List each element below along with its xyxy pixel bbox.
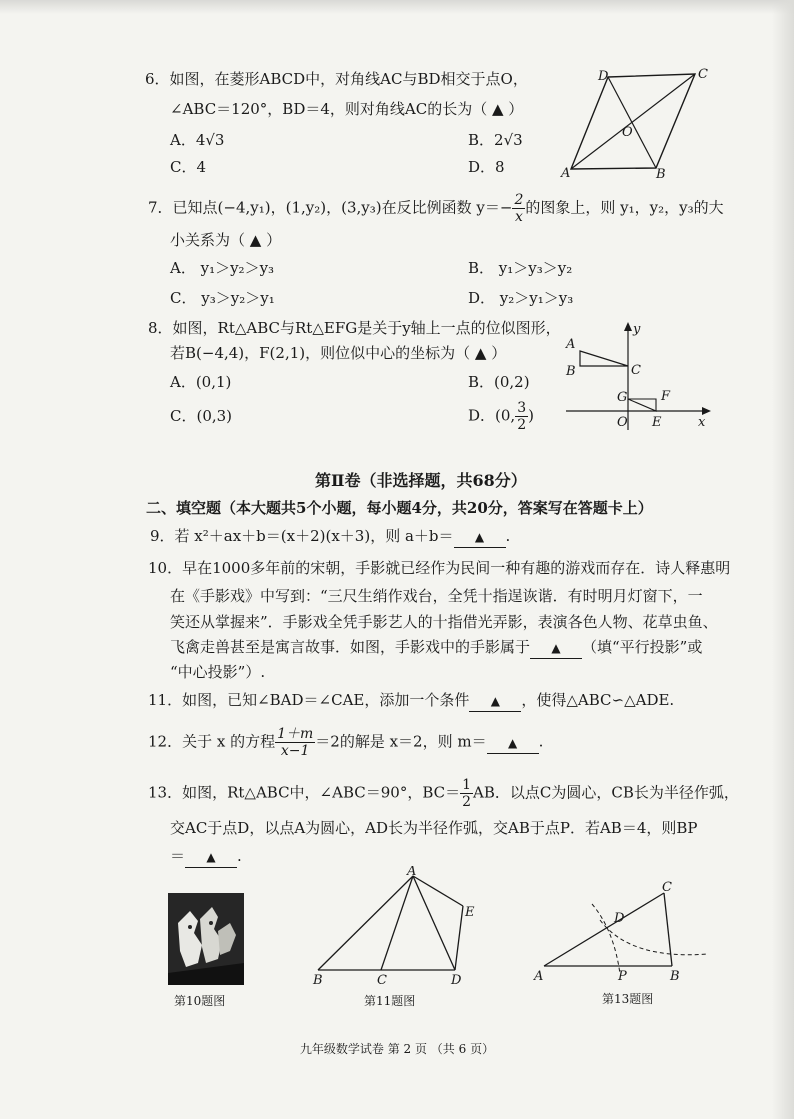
q13-frac-num: 1 — [462, 777, 472, 793]
q10-line4-b: （填“平行投影”或 — [582, 638, 703, 656]
q13-line1 — [148, 777, 739, 810]
q6-line2: ∠ABC＝120°，BD＝4，则对角线AC的长为（ ▲ ） — [170, 100, 524, 118]
q7-line1 — [148, 192, 724, 225]
q11-text: 11．如图，已知∠BAD＝∠CAE，添加一个条件 — [148, 691, 470, 709]
q7-option-b: B． y₁＞y₃＞y₂ — [468, 259, 573, 277]
q13-line2: 交AC于点D，以点A为圆心，AD长为半径作弧，交AB于点P．若AB＝4，则BP — [170, 819, 698, 837]
fig11-label-c: C — [377, 973, 387, 988]
q7-frac-num: 2 — [514, 192, 524, 208]
q7-option-c: C． y₃＞y₂＞y₁ — [170, 289, 275, 307]
q12-frac-den: x−1 — [280, 743, 310, 759]
q6-label-c: C — [698, 67, 708, 82]
q6-line1: 6．如图，在菱形ABCD中，对角线AC与BD相交于点O， — [145, 70, 528, 88]
fig10-caption: 第10题图 — [174, 994, 226, 1008]
q6-option-b: B．2√3 — [468, 131, 523, 149]
q8-label-c: C — [631, 363, 641, 378]
q8-label-a: A — [566, 337, 576, 352]
q8-label-e: E — [652, 415, 662, 430]
q8-option-c: C．(0,3) — [170, 407, 233, 425]
q9-text: 9．若 x²＋ax＋b＝(x＋2)(x＋3)，则 a＋b＝ — [150, 527, 454, 545]
section2-heading: 二、填空题（本大题共5个小题，每小题4分，共20分，答案写在答题卡上） — [146, 499, 653, 517]
page-footer: 九年级数学试卷 第 2 页 （共 6 页） — [299, 1042, 495, 1056]
q8-label-b: B — [566, 364, 576, 379]
fig11-caption: 第11题图 — [364, 994, 416, 1008]
q11-line — [148, 690, 674, 712]
q8-optd-b: ) — [528, 406, 534, 425]
q11-end: ，使得△ABC∽△ADE. — [521, 691, 675, 709]
q7-line2: 小关系为（ ▲ ） — [170, 231, 282, 249]
fig13-construction-figure — [530, 880, 720, 986]
q8-option-d — [468, 400, 534, 433]
q8-optd-num: 3 — [517, 400, 527, 416]
q13-text-a: 13．如图，Rt△ABC中，∠ABC＝90°，BC＝ — [148, 783, 461, 802]
scan-top-shadow — [0, 0, 794, 14]
fig11-triangle-figure — [305, 866, 485, 990]
q8-label-o: O — [617, 415, 628, 430]
q10-line5: “中心投影”）. — [170, 663, 266, 681]
q6-label-d: D — [598, 69, 609, 84]
q8-optd-den: 2 — [517, 417, 527, 433]
q12-text-b: ＝2的解是 x＝2，则 m＝ — [315, 732, 487, 751]
q10-line3: 笑还从掌握来”．手影戏全凭手影艺人的十指借光弄影，表演各色人物、花草虫鱼、 — [170, 613, 718, 631]
q13-frac-den: 2 — [462, 794, 472, 810]
q8-option-b: B．(0,2) — [468, 373, 530, 391]
q8-line1: 8．如图，Rt△ABC与Rt△EFG是关于y轴上一点的位似图形， — [148, 319, 561, 337]
hand-shadow-illustration — [168, 893, 244, 985]
q8-option-a: A．(0,1) — [170, 373, 232, 391]
fig13-label-c: C — [662, 880, 672, 895]
q8-label-x: x — [698, 415, 706, 430]
q12-line — [148, 726, 543, 759]
q9-end: . — [505, 527, 511, 545]
q6-label-a: A — [561, 166, 571, 181]
q11-answer-blank: ▲ — [469, 691, 521, 712]
q8-optd-fraction — [515, 400, 528, 433]
q9-answer-blank: ▲ — [454, 527, 506, 548]
q6-option-a: A．4√3 — [170, 131, 225, 149]
q12-end: . — [538, 732, 544, 751]
q13-line3-b: . — [237, 847, 242, 865]
q10-line4-a: 飞禽走兽甚至是寓言故事．如图，手影戏中的手影属于 — [170, 638, 531, 656]
q13-line3 — [170, 846, 242, 868]
q10-line2: 在《手影戏》中写到：“三尺生绡作戏台，全凭十指逞诙谐．有时明月灯窗下，一 — [170, 587, 703, 605]
q8-label-y: y — [633, 322, 641, 337]
q12-text: 12．关于 x 的方程 — [148, 732, 276, 751]
q6-label-b: B — [656, 167, 666, 182]
q13-answer-blank: ▲ — [185, 847, 237, 868]
q6-rhombus-figure — [560, 64, 720, 184]
q8-label-f: F — [661, 389, 671, 404]
hand-shadow-photo — [168, 893, 244, 985]
q7-frac-den: x — [514, 209, 523, 225]
q7-line1-b: 的图象上，则 y₁，y₂，y₃的大 — [525, 198, 724, 217]
q10-line4 — [170, 637, 702, 659]
q10-answer-blank: ▲ — [530, 638, 582, 659]
q7-line1-a: 7．已知点(−4,y₁)，(1,y₂)，(3,y₃)在反比例函数 y＝− — [148, 198, 513, 217]
q13-line3-a: ＝ — [170, 847, 186, 865]
fig13-caption: 第13题图 — [602, 992, 654, 1006]
q6-option-c: C．4 — [170, 158, 207, 176]
scan-right-shadow — [772, 0, 794, 1119]
q8-line2: 若B(−4,4)，F(2,1)，则位似中心的坐标为（ ▲ ） — [170, 344, 507, 362]
q8-label-g: G — [617, 390, 628, 405]
q13-fraction — [460, 777, 473, 810]
fig13-label-p: P — [618, 969, 627, 984]
fig11-label-a: A — [407, 866, 417, 879]
fig13-label-a: A — [534, 969, 544, 984]
q12-answer-blank: ▲ — [487, 733, 539, 754]
q7-fraction — [512, 192, 525, 225]
q7-option-d: D． y₂＞y₁＞y₃ — [468, 289, 574, 307]
fig13-label-b: B — [670, 969, 680, 984]
q10-line1: 10．早在1000多年前的宋朝，手影就已经作为民间一种有趣的游戏而存在．诗人释惠明 — [148, 559, 731, 577]
fig11-label-d: D — [451, 973, 462, 988]
q13-text-b: AB．以点C为圆心，CB长为半径作弧， — [473, 783, 739, 802]
fig13-label-d: D — [614, 911, 625, 926]
q12-frac-num: 1＋m — [277, 726, 314, 742]
q12-fraction — [275, 726, 315, 759]
fig11-label-b: B — [313, 973, 323, 988]
q8-coordinate-figure — [560, 318, 720, 433]
part2-title: 第Ⅱ卷（非选择题，共68分） — [315, 471, 527, 490]
q8-optd-a: D．(0, — [468, 406, 516, 425]
q6-label-o: O — [622, 125, 633, 140]
fig11-label-e: E — [465, 905, 475, 920]
q9-line — [150, 526, 510, 548]
q7-option-a: A． y₁＞y₂＞y₃ — [170, 259, 275, 277]
q6-option-d: D．8 — [468, 158, 505, 176]
